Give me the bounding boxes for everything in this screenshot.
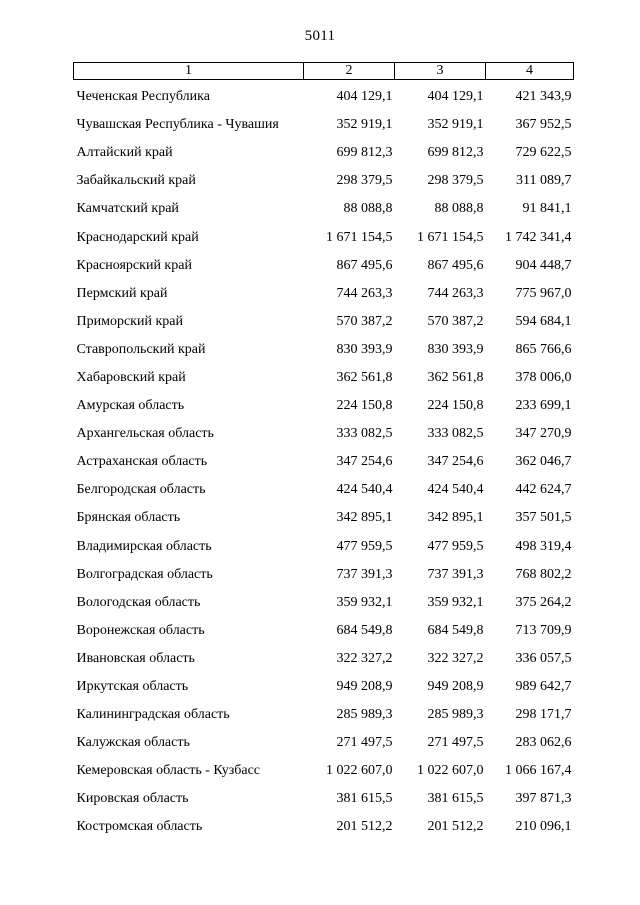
header-col-2: 2 (304, 63, 395, 80)
table-row (74, 448, 574, 476)
value-col-3-cell: 424 540,4 (427, 482, 484, 498)
table-row (74, 195, 574, 223)
value-col-2-cell: 867 495,6 (336, 257, 393, 273)
value-col-3-cell: 949 208,9 (427, 679, 484, 695)
region-name-cell: Ставропольский край (76, 341, 206, 357)
value-col-2-cell: 322 327,2 (336, 650, 393, 666)
value-col-4-cell: 1 742 341,4 (505, 229, 572, 245)
value-col-2-cell: 362 561,8 (336, 369, 393, 385)
value-col-4-cell: 347 270,9 (515, 426, 572, 442)
region-name-cell: Вологодская область (76, 594, 201, 610)
value-col-4-cell: 989 642,7 (515, 679, 572, 695)
region-name-cell: Камчатский край (76, 201, 179, 217)
value-col-3-cell: 477 959,5 (427, 538, 484, 554)
table-row (74, 139, 574, 167)
table-row (74, 757, 574, 785)
value-col-4-cell: 336 057,5 (515, 650, 572, 666)
value-col-3-cell: 352 919,1 (427, 117, 484, 133)
value-col-2-cell: 352 919,1 (336, 117, 393, 133)
region-name-cell: Хабаровский край (76, 369, 186, 385)
region-name-cell: Приморский край (76, 313, 183, 329)
table-row (74, 167, 574, 195)
value-col-3-cell: 333 082,5 (427, 426, 484, 442)
value-col-3-cell: 271 497,5 (427, 735, 484, 751)
value-col-3-cell: 342 895,1 (427, 510, 484, 526)
value-col-4-cell: 298 171,7 (515, 707, 572, 723)
value-col-4-cell: 1 066 167,4 (505, 763, 572, 779)
value-col-3-cell: 699 812,3 (427, 145, 484, 161)
value-col-4-cell: 904 448,7 (515, 257, 572, 273)
region-name-cell: Владимирская область (76, 538, 212, 554)
table-row (74, 80, 574, 112)
region-name-cell: Чеченская Республика (76, 89, 210, 105)
table-header (74, 63, 574, 80)
value-col-2-cell: 298 379,5 (336, 173, 393, 189)
table-row (74, 392, 574, 420)
table-row (74, 336, 574, 364)
data-table (73, 62, 574, 842)
table-row (74, 280, 574, 308)
value-col-2-cell: 737 391,3 (336, 566, 393, 582)
table-row (74, 420, 574, 448)
value-col-2-cell: 271 497,5 (336, 735, 393, 751)
value-col-2-cell: 285 989,3 (336, 707, 393, 723)
value-col-2-cell: 477 959,5 (336, 538, 393, 554)
value-col-3-cell: 201 512,2 (427, 819, 484, 835)
value-col-2-cell: 88 088,8 (343, 201, 393, 217)
table-row (74, 589, 574, 617)
value-col-2-cell: 699 812,3 (336, 145, 393, 161)
header-col-1: 1 (74, 63, 304, 80)
table-row (74, 561, 574, 589)
header-col-4: 4 (486, 63, 574, 80)
value-col-4-cell: 442 624,7 (515, 482, 572, 498)
value-col-4-cell: 713 709,9 (515, 622, 572, 638)
value-col-2-cell: 424 540,4 (336, 482, 393, 498)
header-col-3: 3 (395, 63, 486, 80)
value-col-4-cell: 362 046,7 (515, 454, 572, 470)
value-col-2-cell: 224 150,8 (336, 398, 393, 414)
value-col-2-cell: 381 615,5 (336, 791, 393, 807)
table-row (74, 673, 574, 701)
value-col-4-cell: 91 841,1 (522, 201, 572, 217)
table-body (74, 80, 574, 842)
region-name-cell: Калининградская область (76, 707, 230, 723)
value-col-3-cell: 359 932,1 (427, 594, 484, 610)
value-col-3-cell: 1 671 154,5 (417, 229, 484, 245)
table-row (74, 785, 574, 813)
value-col-4-cell: 311 089,7 (516, 173, 572, 189)
value-col-4-cell: 283 062,6 (515, 735, 572, 751)
value-col-3-cell: 737 391,3 (427, 566, 484, 582)
table-row (74, 504, 574, 532)
page-number: 5011 (304, 28, 336, 44)
region-name-cell: Воронежская область (76, 622, 205, 638)
value-col-3-cell: 404 129,1 (427, 89, 484, 105)
table-row (74, 813, 574, 841)
data-table-container (73, 62, 573, 842)
value-col-2-cell: 570 387,2 (336, 313, 393, 329)
value-col-3-cell: 1 022 607,0 (417, 763, 484, 779)
value-col-2-cell: 333 082,5 (336, 426, 393, 442)
region-name-cell: Калужская область (76, 735, 190, 751)
value-col-4-cell: 375 264,2 (515, 594, 572, 610)
table-row (74, 111, 574, 139)
region-name-cell: Волгоградская область (76, 566, 213, 582)
value-col-2-cell: 744 263,3 (336, 285, 393, 301)
region-name-cell: Пермский край (76, 285, 168, 301)
region-name-cell: Иркутская область (76, 679, 189, 695)
value-col-4-cell: 210 096,1 (515, 819, 572, 835)
value-col-3-cell: 744 263,3 (427, 285, 484, 301)
value-col-2-cell: 830 393,9 (336, 341, 393, 357)
table-row (74, 476, 574, 504)
region-name-cell: Архангельская область (76, 426, 214, 442)
value-col-3-cell: 347 254,6 (427, 454, 484, 470)
value-col-3-cell: 285 989,3 (427, 707, 484, 723)
header-row (74, 63, 574, 80)
value-col-4-cell: 421 343,9 (515, 89, 572, 105)
region-name-cell: Краснодарский край (76, 229, 199, 245)
table-row (74, 617, 574, 645)
value-col-3-cell: 362 561,8 (427, 369, 484, 385)
value-col-4-cell: 865 766,6 (515, 341, 572, 357)
region-name-cell: Красноярский край (76, 257, 192, 273)
table-row (74, 364, 574, 392)
region-name-cell: Алтайский край (76, 145, 173, 161)
region-name-cell: Брянская область (76, 510, 181, 526)
region-name-cell: Кемеровская область - Кузбасс (76, 763, 261, 779)
value-col-2-cell: 404 129,1 (336, 89, 393, 105)
value-col-3-cell: 298 379,5 (427, 173, 484, 189)
value-col-3-cell: 684 549,8 (427, 622, 484, 638)
value-col-4-cell: 397 871,3 (515, 791, 572, 807)
value-col-4-cell: 775 967,0 (515, 285, 572, 301)
table-row (74, 701, 574, 729)
value-col-2-cell: 1 022 607,0 (326, 763, 393, 779)
table-row (74, 223, 574, 251)
value-col-4-cell: 594 684,1 (515, 313, 572, 329)
region-name-cell: Чувашская Республика - Чувашия (76, 117, 279, 133)
value-col-4-cell: 357 501,5 (515, 510, 572, 526)
value-col-4-cell: 498 319,4 (515, 538, 572, 554)
value-col-2-cell: 342 895,1 (336, 510, 393, 526)
value-col-4-cell: 768 802,2 (515, 566, 572, 582)
value-col-4-cell: 367 952,5 (515, 117, 572, 133)
table-row (74, 645, 574, 673)
table-row (74, 308, 574, 336)
region-name-cell: Ивановская область (76, 650, 195, 666)
value-col-4-cell: 233 699,1 (515, 398, 572, 414)
region-name-cell: Амурская область (76, 398, 185, 414)
value-col-2-cell: 684 549,8 (336, 622, 393, 638)
value-col-2-cell: 347 254,6 (336, 454, 393, 470)
value-col-3-cell: 381 615,5 (427, 791, 484, 807)
value-col-4-cell: 378 006,0 (515, 369, 572, 385)
value-col-3-cell: 224 150,8 (427, 398, 484, 414)
value-col-3-cell: 867 495,6 (427, 257, 484, 273)
value-col-3-cell: 830 393,9 (427, 341, 484, 357)
value-col-2-cell: 359 932,1 (336, 594, 393, 610)
value-col-2-cell: 201 512,2 (336, 819, 393, 835)
value-col-2-cell: 949 208,9 (336, 679, 393, 695)
region-name-cell: Белгородская область (76, 482, 206, 498)
value-col-3-cell: 88 088,8 (434, 201, 484, 217)
region-name-cell: Забайкальский край (76, 173, 196, 189)
value-col-3-cell: 570 387,2 (427, 313, 484, 329)
table-row (74, 729, 574, 757)
value-col-3-cell: 322 327,2 (427, 650, 484, 666)
table-row (74, 533, 574, 561)
value-col-2-cell: 1 671 154,5 (326, 229, 393, 245)
region-name-cell: Костромская область (76, 819, 203, 835)
region-name-cell: Кировская область (76, 791, 189, 807)
value-col-4-cell: 729 622,5 (515, 145, 572, 161)
table-row (74, 252, 574, 280)
region-name-cell: Астраханская область (76, 454, 208, 470)
